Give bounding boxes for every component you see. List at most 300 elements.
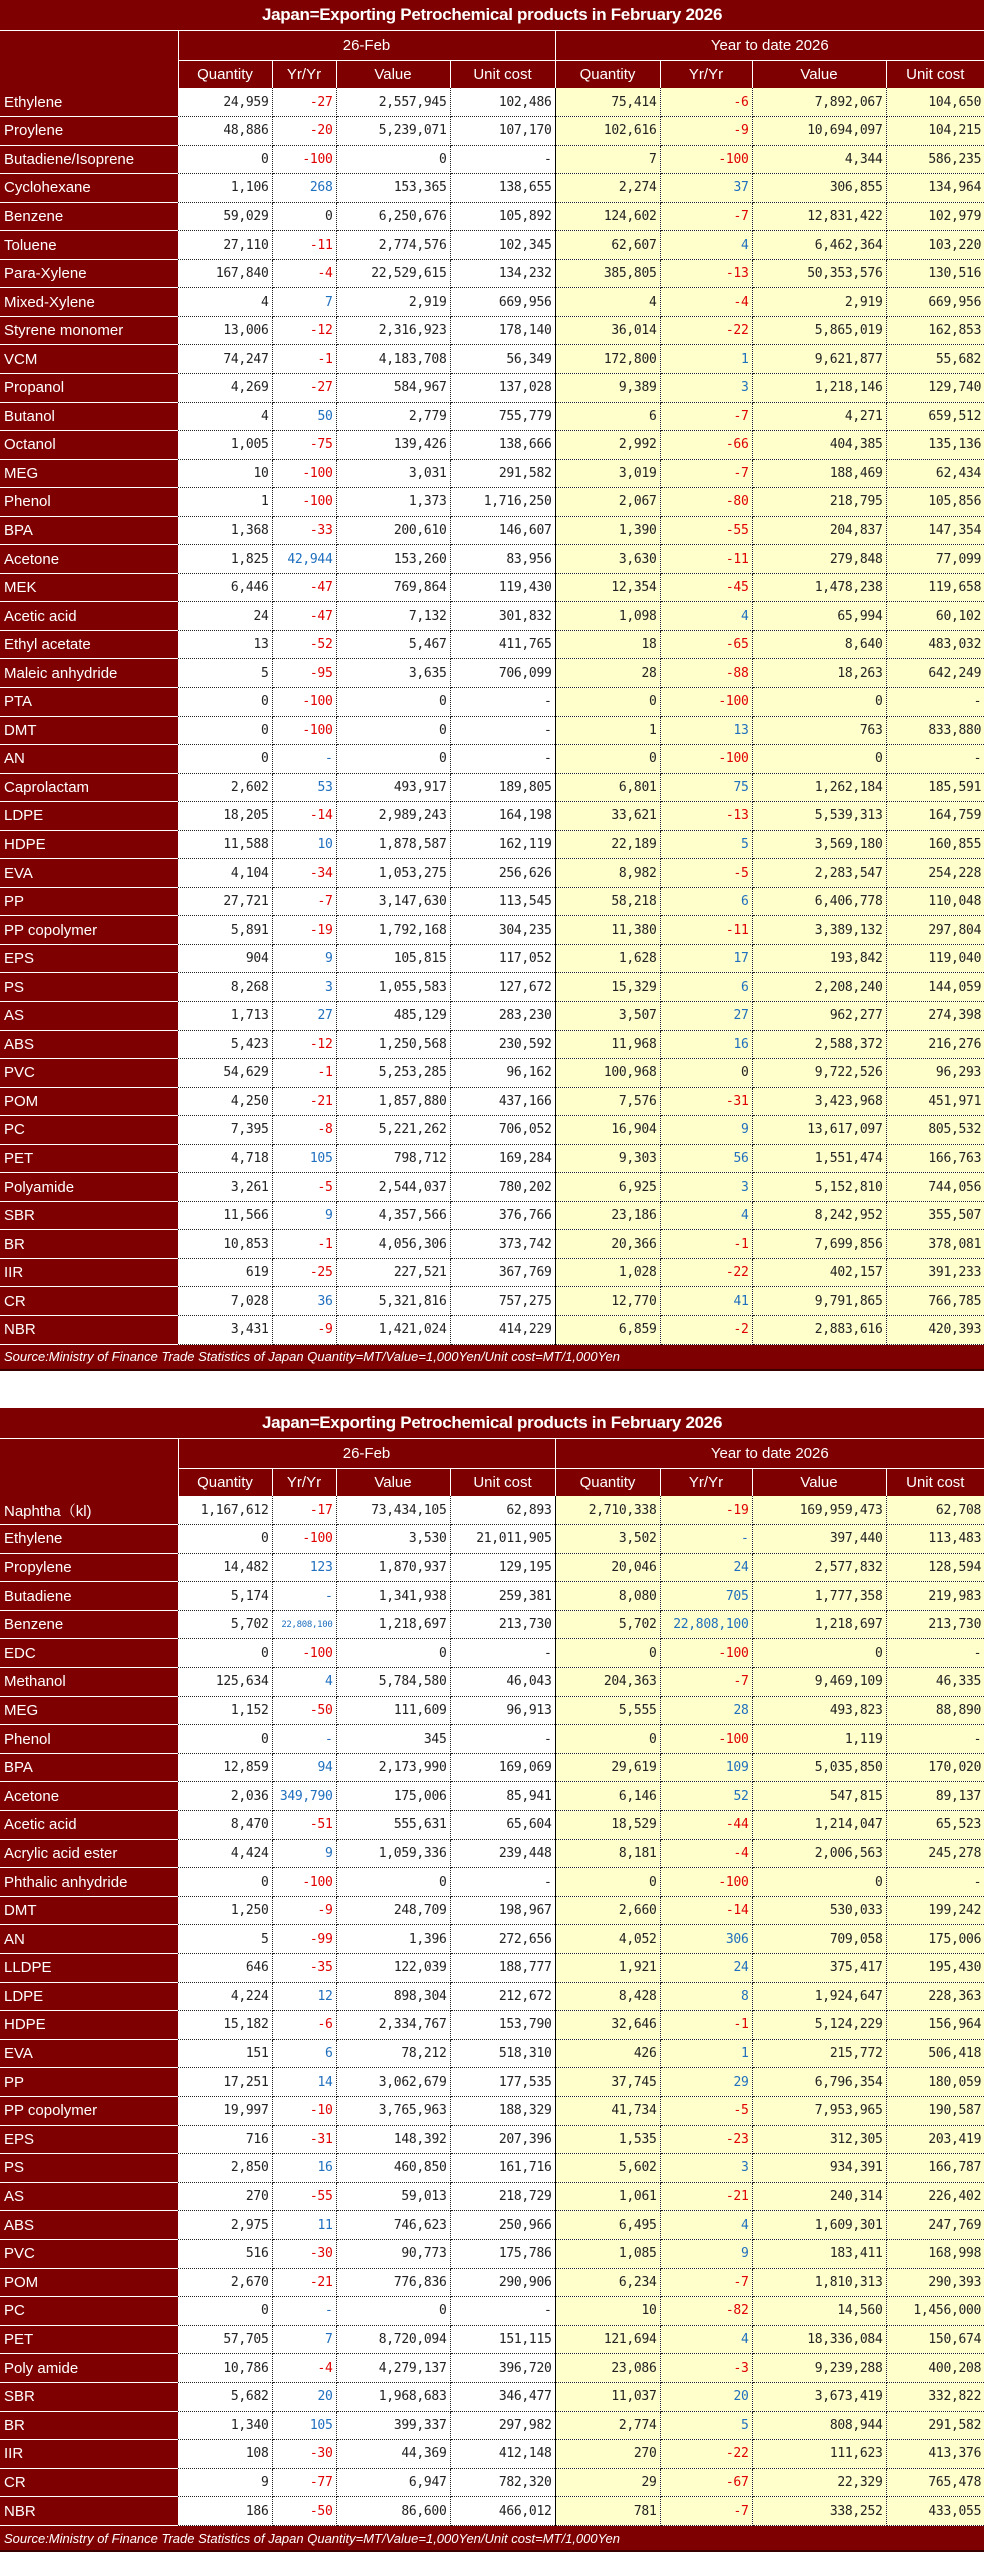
cell-ytd-value: 9,621,877 — [752, 345, 886, 374]
cell-ytd-yoy: -100 — [660, 145, 752, 174]
cell-ytd-yoy: -7 — [660, 1668, 752, 1697]
cell-unit-cost: 283,230 — [450, 1002, 555, 1031]
cell-yoy: - — [272, 745, 336, 774]
cell-ytd-quantity: 11,380 — [555, 916, 660, 945]
cell-ytd-yoy: -19 — [660, 1496, 752, 1525]
cell-quantity: 2,850 — [178, 2154, 272, 2183]
cell-ytd-yoy: -23 — [660, 2125, 752, 2154]
cell-quantity: 18,205 — [178, 802, 272, 831]
product-name: HDPE — [0, 2011, 178, 2040]
col-header-ytd-quantity: Quantity — [555, 60, 660, 88]
col-header-ytd-yoy: Yr/Yr — [660, 60, 752, 88]
cell-value: 3,530 — [336, 1525, 450, 1554]
cell-unit-cost: 56,349 — [450, 345, 555, 374]
cell-ytd-quantity: 2,992 — [555, 431, 660, 460]
table-row — [0, 402, 984, 431]
cell-unit-cost: 153,790 — [450, 2011, 555, 2040]
cell-ytd-unit-cost: 175,006 — [886, 1925, 984, 1954]
cell-ytd-value: 193,842 — [752, 944, 886, 973]
cell-ytd-yoy: -66 — [660, 431, 752, 460]
cell-yoy: -21 — [272, 2268, 336, 2297]
product-name: EDC — [0, 1639, 178, 1668]
cell-unit-cost: 169,069 — [450, 1753, 555, 1782]
cell-value: 6,947 — [336, 2468, 450, 2497]
table-row — [0, 2211, 984, 2240]
table-row — [0, 1954, 984, 1983]
cell-ytd-unit-cost: 391,233 — [886, 1258, 984, 1287]
cell-ytd-yoy: 1 — [660, 345, 752, 374]
cell-unit-cost: 188,777 — [450, 1954, 555, 1983]
export-table-2 — [0, 1408, 984, 2552]
product-name: PC — [0, 2297, 178, 2326]
cell-ytd-yoy: 6 — [660, 973, 752, 1002]
cell-quantity: 7,395 — [178, 1116, 272, 1145]
cell-unit-cost: 782,320 — [450, 2468, 555, 2497]
product-name: Propylene — [0, 1553, 178, 1582]
cell-ytd-unit-cost: 669,956 — [886, 288, 984, 317]
cell-ytd-quantity: 8,982 — [555, 859, 660, 888]
cell-ytd-value: 312,305 — [752, 2125, 886, 2154]
product-name: PET — [0, 2325, 178, 2354]
product-name: Naphtha（kl) — [0, 1496, 178, 1525]
cell-yoy: -8 — [272, 1116, 336, 1145]
cell-ytd-yoy: -2 — [660, 1316, 752, 1345]
table-row — [0, 373, 984, 402]
product-name: Caprolactam — [0, 773, 178, 802]
cell-value: 2,779 — [336, 402, 450, 431]
cell-unit-cost: 256,626 — [450, 859, 555, 888]
cell-unit-cost: 250,966 — [450, 2211, 555, 2240]
cell-ytd-quantity: 5,555 — [555, 1696, 660, 1725]
cell-yoy: -9 — [272, 1896, 336, 1925]
cell-ytd-quantity: 1,098 — [555, 602, 660, 631]
cell-yoy: -47 — [272, 573, 336, 602]
cell-ytd-yoy: -7 — [660, 2497, 752, 2526]
product-name: Phthalic anhydride — [0, 1868, 178, 1897]
cell-quantity: 74,247 — [178, 345, 272, 374]
cell-quantity: 1,713 — [178, 1002, 272, 1031]
cell-unit-cost: 83,956 — [450, 545, 555, 574]
product-name: CR — [0, 2468, 178, 2497]
cell-quantity: 5,682 — [178, 2382, 272, 2411]
cell-quantity: 14,482 — [178, 1553, 272, 1582]
cell-ytd-unit-cost: 297,804 — [886, 916, 984, 945]
cell-yoy: -50 — [272, 1696, 336, 1725]
cell-value: 105,815 — [336, 944, 450, 973]
cell-ytd-quantity: 15,329 — [555, 973, 660, 1002]
cell-ytd-unit-cost: 833,880 — [886, 716, 984, 745]
product-name: PP copolymer — [0, 2096, 178, 2125]
cell-value: 555,631 — [336, 1811, 450, 1840]
table-row — [0, 88, 984, 117]
cell-unit-cost: 169,284 — [450, 1144, 555, 1173]
cell-yoy: 14 — [272, 2068, 336, 2097]
cell-ytd-quantity: 1,085 — [555, 2239, 660, 2268]
cell-yoy: 268 — [272, 174, 336, 203]
cell-yoy: -4 — [272, 2354, 336, 2383]
cell-value: 1,870,937 — [336, 1553, 450, 1582]
cell-ytd-value: 9,469,109 — [752, 1668, 886, 1697]
cell-quantity: 5 — [178, 1925, 272, 1954]
cell-ytd-quantity: 204,363 — [555, 1668, 660, 1697]
cell-ytd-unit-cost: 134,964 — [886, 174, 984, 203]
cell-ytd-yoy: -22 — [660, 316, 752, 345]
product-name: SBR — [0, 2382, 178, 2411]
cell-ytd-yoy: -13 — [660, 802, 752, 831]
cell-value: 5,221,262 — [336, 1116, 450, 1145]
product-name: HDPE — [0, 830, 178, 859]
cell-ytd-unit-cost: 156,964 — [886, 2011, 984, 2040]
cell-unit-cost: 62,893 — [450, 1496, 555, 1525]
product-name: LDPE — [0, 802, 178, 831]
cell-value: 148,392 — [336, 2125, 450, 2154]
cell-value: 5,321,816 — [336, 1287, 450, 1316]
cell-value: 1,792,168 — [336, 916, 450, 945]
cell-ytd-quantity: 2,067 — [555, 488, 660, 517]
cell-yoy: - — [272, 1725, 336, 1754]
cell-yoy: 9 — [272, 944, 336, 973]
table-row — [0, 1639, 984, 1668]
table-row — [0, 2354, 984, 2383]
cell-ytd-value: 7,953,965 — [752, 2096, 886, 2125]
table-row — [0, 1696, 984, 1725]
corner-cell — [0, 30, 178, 60]
cell-yoy: -1 — [272, 1230, 336, 1259]
cell-ytd-quantity: 270 — [555, 2440, 660, 2469]
cell-ytd-value: 397,440 — [752, 1525, 886, 1554]
cell-ytd-yoy: -22 — [660, 2440, 752, 2469]
cell-quantity: 270 — [178, 2182, 272, 2211]
product-name: AN — [0, 1925, 178, 1954]
cell-ytd-yoy: 13 — [660, 716, 752, 745]
table-row — [0, 2382, 984, 2411]
table-row — [0, 1925, 984, 1954]
cell-value: 86,600 — [336, 2497, 450, 2526]
cell-quantity: 17,251 — [178, 2068, 272, 2097]
cell-quantity: 5 — [178, 659, 272, 688]
cell-ytd-unit-cost: 451,971 — [886, 1087, 984, 1116]
corner-cell — [0, 1438, 178, 1468]
cell-ytd-value: 9,791,865 — [752, 1287, 886, 1316]
cell-quantity: 2,975 — [178, 2211, 272, 2240]
cell-value: 2,334,767 — [336, 2011, 450, 2040]
cell-ytd-value: 50,353,576 — [752, 259, 886, 288]
cell-unit-cost: - — [450, 687, 555, 716]
col-header-yoy: Yr/Yr — [272, 60, 336, 88]
cell-unit-cost: 346,477 — [450, 2382, 555, 2411]
cell-ytd-quantity: 11,968 — [555, 1030, 660, 1059]
table-row — [0, 1839, 984, 1868]
cell-ytd-quantity: 5,702 — [555, 1610, 660, 1639]
cell-ytd-value: 8,242,952 — [752, 1201, 886, 1230]
cell-ytd-yoy: 24 — [660, 1954, 752, 1983]
cell-value: 3,635 — [336, 659, 450, 688]
cell-ytd-quantity: 3,019 — [555, 459, 660, 488]
cell-ytd-yoy: -5 — [660, 859, 752, 888]
cell-unit-cost: 102,486 — [450, 88, 555, 117]
cell-yoy: -100 — [272, 1525, 336, 1554]
cell-ytd-unit-cost: 119,040 — [886, 944, 984, 973]
cell-unit-cost: 107,170 — [450, 117, 555, 146]
cell-ytd-unit-cost: 55,682 — [886, 345, 984, 374]
cell-ytd-value: 22,329 — [752, 2468, 886, 2497]
cell-unit-cost: 21,011,905 — [450, 1525, 555, 1554]
product-name: Ethylene — [0, 1525, 178, 1554]
table-row — [0, 716, 984, 745]
cell-ytd-value: 763 — [752, 716, 886, 745]
cell-quantity: 0 — [178, 1868, 272, 1897]
cell-value: 3,765,963 — [336, 2096, 450, 2125]
cell-ytd-value: 808,944 — [752, 2411, 886, 2440]
cell-value: 6,250,676 — [336, 202, 450, 231]
cell-quantity: 646 — [178, 1954, 272, 1983]
cell-value: 153,260 — [336, 545, 450, 574]
cell-value: 2,919 — [336, 288, 450, 317]
cell-ytd-unit-cost: - — [886, 687, 984, 716]
cell-ytd-unit-cost: 805,532 — [886, 1116, 984, 1145]
cell-ytd-value: 3,569,180 — [752, 830, 886, 859]
cell-ytd-yoy: -45 — [660, 573, 752, 602]
cell-ytd-unit-cost: 433,055 — [886, 2497, 984, 2526]
cell-quantity: 1,005 — [178, 431, 272, 460]
table-row — [0, 231, 984, 260]
cell-unit-cost: 151,115 — [450, 2325, 555, 2354]
col-header-yoy: Yr/Yr — [272, 1468, 336, 1496]
cell-ytd-unit-cost: 332,822 — [886, 2382, 984, 2411]
cell-yoy: -31 — [272, 2125, 336, 2154]
cell-value: 1,878,587 — [336, 830, 450, 859]
product-name: AS — [0, 1002, 178, 1031]
table-row — [0, 573, 984, 602]
cell-ytd-unit-cost: 765,478 — [886, 2468, 984, 2497]
table-row — [0, 1582, 984, 1611]
table-row — [0, 1496, 984, 1525]
cell-ytd-value: 3,389,132 — [752, 916, 886, 945]
cell-ytd-unit-cost: 586,235 — [886, 145, 984, 174]
cell-yoy: -11 — [272, 231, 336, 260]
cell-yoy: -17 — [272, 1496, 336, 1525]
cell-ytd-unit-cost: 254,228 — [886, 859, 984, 888]
cell-ytd-yoy: 9 — [660, 2239, 752, 2268]
col-header-ytd-value: Value — [752, 1468, 886, 1496]
product-name: PS — [0, 973, 178, 1002]
cell-ytd-unit-cost: 119,658 — [886, 573, 984, 602]
cell-ytd-unit-cost: 166,763 — [886, 1144, 984, 1173]
cell-ytd-quantity: 37,745 — [555, 2068, 660, 2097]
cell-quantity: 57,705 — [178, 2325, 272, 2354]
table-row — [0, 145, 984, 174]
cell-ytd-unit-cost: 766,785 — [886, 1287, 984, 1316]
cell-ytd-quantity: 1 — [555, 716, 660, 745]
cell-yoy: -1 — [272, 345, 336, 374]
table-row — [0, 1030, 984, 1059]
cell-yoy: -10 — [272, 2096, 336, 2125]
cell-yoy: 36 — [272, 1287, 336, 1316]
product-name: Maleic anhydride — [0, 659, 178, 688]
cell-ytd-yoy: 306 — [660, 1925, 752, 1954]
cell-ytd-yoy: 0 — [660, 1059, 752, 1088]
cell-value: 139,426 — [336, 431, 450, 460]
cell-ytd-value: 240,314 — [752, 2182, 886, 2211]
cell-quantity: 10,786 — [178, 2354, 272, 2383]
product-name: PVC — [0, 2239, 178, 2268]
cell-ytd-yoy: -11 — [660, 545, 752, 574]
cell-quantity: 2,602 — [178, 773, 272, 802]
cell-ytd-quantity: 62,607 — [555, 231, 660, 260]
table-row — [0, 2011, 984, 2040]
cell-unit-cost: 367,769 — [450, 1258, 555, 1287]
cell-ytd-quantity: 1,921 — [555, 1954, 660, 1983]
product-name: Acetone — [0, 545, 178, 574]
cell-quantity: 619 — [178, 1258, 272, 1287]
cell-ytd-yoy: -21 — [660, 2182, 752, 2211]
product-name: LDPE — [0, 1982, 178, 2011]
cell-quantity: 4,224 — [178, 1982, 272, 2011]
cell-quantity: 1,152 — [178, 1696, 272, 1725]
cell-unit-cost: 127,672 — [450, 973, 555, 1002]
cell-ytd-unit-cost: - — [886, 745, 984, 774]
cell-ytd-yoy: 4 — [660, 602, 752, 631]
cell-ytd-value: 204,837 — [752, 516, 886, 545]
table-row — [0, 944, 984, 973]
cell-ytd-unit-cost: 170,020 — [886, 1753, 984, 1782]
table-row — [0, 830, 984, 859]
cell-quantity: 5,423 — [178, 1030, 272, 1059]
cell-ytd-yoy: -6 — [660, 88, 752, 117]
cell-ytd-unit-cost: 129,740 — [886, 373, 984, 402]
cell-quantity: 5,891 — [178, 916, 272, 945]
cell-value: 22,529,615 — [336, 259, 450, 288]
cell-ytd-unit-cost: 213,730 — [886, 1610, 984, 1639]
cell-ytd-yoy: -100 — [660, 745, 752, 774]
cell-ytd-value: 183,411 — [752, 2239, 886, 2268]
cell-ytd-quantity: 385,805 — [555, 259, 660, 288]
cell-ytd-value: 6,406,778 — [752, 887, 886, 916]
cell-ytd-yoy: 6 — [660, 887, 752, 916]
cell-yoy: 6 — [272, 2039, 336, 2068]
table-row — [0, 630, 984, 659]
product-name: Mixed-Xylene — [0, 288, 178, 317]
cell-quantity: 0 — [178, 1639, 272, 1668]
product-name: POM — [0, 1087, 178, 1116]
cell-quantity: 904 — [178, 944, 272, 973]
cell-ytd-unit-cost: 203,419 — [886, 2125, 984, 2154]
table-row — [0, 916, 984, 945]
cell-unit-cost: 162,119 — [450, 830, 555, 859]
cell-quantity: 1,368 — [178, 516, 272, 545]
cell-ytd-value: 5,539,313 — [752, 802, 886, 831]
cell-value: 4,357,566 — [336, 1201, 450, 1230]
cell-ytd-unit-cost: 104,215 — [886, 117, 984, 146]
cell-quantity: 167,840 — [178, 259, 272, 288]
cell-ytd-yoy: 29 — [660, 2068, 752, 2097]
table-row — [0, 459, 984, 488]
cell-ytd-value: 2,577,832 — [752, 1553, 886, 1582]
table-row — [0, 2268, 984, 2297]
product-name: Octanol — [0, 431, 178, 460]
table-row — [0, 2096, 984, 2125]
cell-unit-cost: 213,730 — [450, 1610, 555, 1639]
cell-value: 345 — [336, 1725, 450, 1754]
cell-quantity: 516 — [178, 2239, 272, 2268]
cell-ytd-unit-cost: - — [886, 1725, 984, 1754]
cell-ytd-unit-cost: 245,278 — [886, 1839, 984, 1868]
cell-unit-cost: 297,982 — [450, 2411, 555, 2440]
cell-unit-cost: 198,967 — [450, 1896, 555, 1925]
cell-ytd-value: 3,673,419 — [752, 2382, 886, 2411]
cell-value: 2,173,990 — [336, 1753, 450, 1782]
product-name: Benzene — [0, 202, 178, 231]
cell-yoy: 0 — [272, 202, 336, 231]
cell-unit-cost: 239,448 — [450, 1839, 555, 1868]
cell-value: 0 — [336, 687, 450, 716]
cell-ytd-quantity: 11,037 — [555, 2382, 660, 2411]
cell-ytd-quantity: 29,619 — [555, 1753, 660, 1782]
cell-quantity: 0 — [178, 716, 272, 745]
cell-unit-cost: 412,148 — [450, 2440, 555, 2469]
cell-unit-cost: 189,805 — [450, 773, 555, 802]
cell-ytd-unit-cost: 420,393 — [886, 1316, 984, 1345]
cell-ytd-quantity: 7 — [555, 145, 660, 174]
cell-value: 175,006 — [336, 1782, 450, 1811]
table-row — [0, 2239, 984, 2268]
cell-ytd-unit-cost: 228,363 — [886, 1982, 984, 2011]
table-row — [0, 1173, 984, 1202]
cell-ytd-yoy: -7 — [660, 2268, 752, 2297]
cell-quantity: 4 — [178, 402, 272, 431]
cell-value: 399,337 — [336, 2411, 450, 2440]
cell-unit-cost: 96,162 — [450, 1059, 555, 1088]
cell-value: 2,316,923 — [336, 316, 450, 345]
table-row — [0, 2411, 984, 2440]
product-name: Para-Xylene — [0, 259, 178, 288]
cell-ytd-quantity: 8,080 — [555, 1582, 660, 1611]
cell-unit-cost: 376,766 — [450, 1201, 555, 1230]
cell-unit-cost: 177,535 — [450, 2068, 555, 2097]
cell-ytd-value: 7,892,067 — [752, 88, 886, 117]
cell-quantity: 4,250 — [178, 1087, 272, 1116]
cell-unit-cost: 414,229 — [450, 1316, 555, 1345]
cell-yoy: -51 — [272, 1811, 336, 1840]
cell-ytd-value: 5,865,019 — [752, 316, 886, 345]
cell-value: 111,609 — [336, 1696, 450, 1725]
product-name: CR — [0, 1287, 178, 1316]
cell-value: 5,784,580 — [336, 1668, 450, 1697]
cell-ytd-value: 279,848 — [752, 545, 886, 574]
table-row — [0, 887, 984, 916]
cell-ytd-quantity: 6,925 — [555, 1173, 660, 1202]
cell-yoy: -12 — [272, 316, 336, 345]
table-row — [0, 1059, 984, 1088]
cell-yoy: -100 — [272, 1868, 336, 1897]
product-name: Toluene — [0, 231, 178, 260]
cell-ytd-yoy: -55 — [660, 516, 752, 545]
cell-ytd-quantity: 20,046 — [555, 1553, 660, 1582]
cell-ytd-quantity: 1,390 — [555, 516, 660, 545]
cell-ytd-unit-cost: 355,507 — [886, 1201, 984, 1230]
product-name: PET — [0, 1144, 178, 1173]
cell-ytd-quantity: 9,389 — [555, 373, 660, 402]
cell-yoy: - — [272, 1582, 336, 1611]
product-name: Acrylic acid ester — [0, 1839, 178, 1868]
cell-unit-cost: 466,012 — [450, 2497, 555, 2526]
cell-unit-cost: 212,672 — [450, 1982, 555, 2011]
cell-ytd-unit-cost: 483,032 — [886, 630, 984, 659]
cell-ytd-value: 2,006,563 — [752, 1839, 886, 1868]
cell-value: 460,850 — [336, 2154, 450, 2183]
cell-unit-cost: 46,043 — [450, 1668, 555, 1697]
cell-ytd-value: 5,035,850 — [752, 1753, 886, 1782]
